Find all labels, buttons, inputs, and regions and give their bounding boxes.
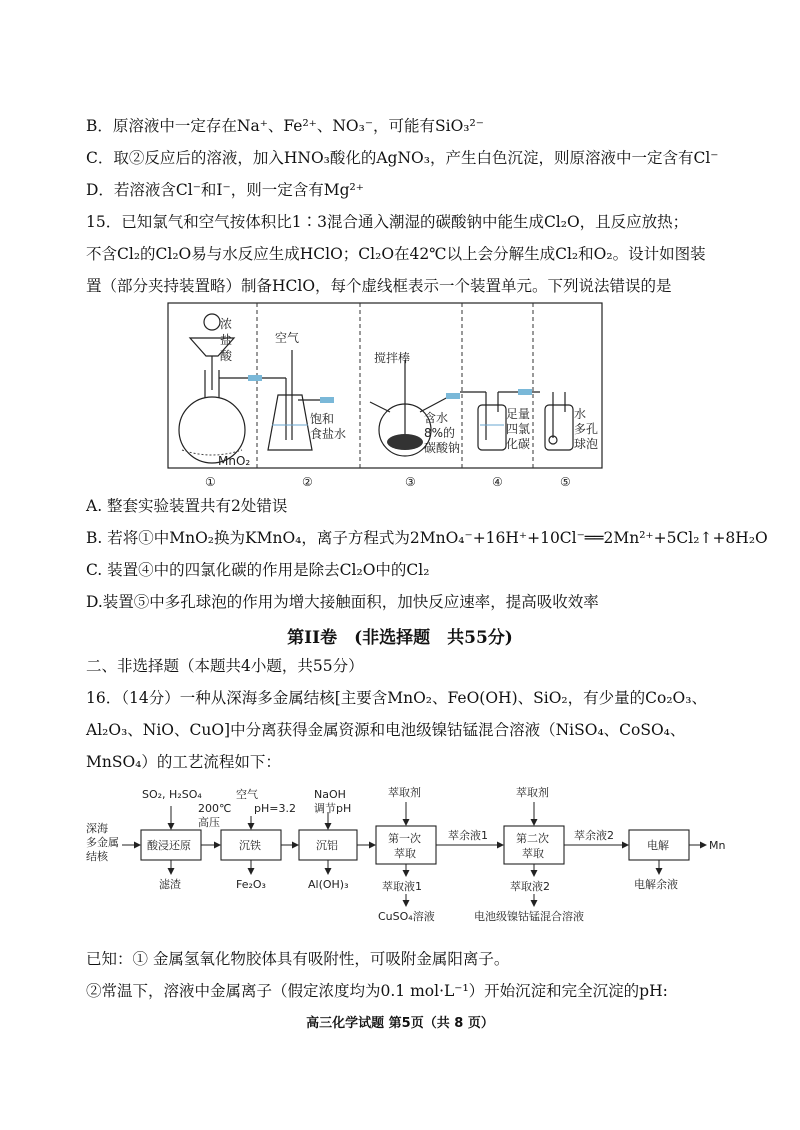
q15-stem-line1: 15．已知氯气和空气按体积比1∶3混合通入潮湿的碳酸钠中能生成Cl₂O，且反应放热； — [86, 213, 689, 231]
q14-option-b: B．原溶液中一定存在Na⁺、Fe²⁺、NO₃⁻，可能有SiO₃²⁻ — [86, 117, 484, 135]
label-porous-2: 球泡 — [574, 437, 599, 451]
output-cuso4: CuSO₄溶液 — [378, 910, 435, 923]
stream-raffinate-1: 萃余液1 — [448, 829, 488, 842]
known-condition-1: 已知：① 金属氢氧化物胶体具有吸附性，可吸附金属阳离子。 — [86, 950, 510, 968]
label-ccl-1: 足量 — [506, 407, 531, 421]
sodium-carbonate-solid — [387, 434, 423, 450]
label-na-2: 8%的 — [424, 426, 456, 440]
q15-option-b: B. 若将①中MnO₂换为KMnO₄，离子方程式为2MnO₄⁻+16H⁺+10Cl⁻══2Mn²⁺+5Cl₂↑+8H₂O — [86, 529, 768, 547]
label-na-3: 碳酸钠 — [424, 441, 461, 455]
rubber-connector — [518, 389, 532, 395]
q14-option-d: D．若溶液含Cl⁻和I⁻，则一定含有Mg²⁺ — [86, 181, 364, 199]
rubber-connector — [320, 397, 334, 403]
output-battery-solution: 电池级镍钴锰混合溶液 — [474, 910, 584, 923]
q16-stem-line3: MnSO₄）的工艺流程如下： — [86, 753, 281, 771]
output-spent-electrolyte: 电解余液 — [634, 878, 678, 891]
q15-option-d: D.装置⑤中多孔球泡的作用为增大接触面积，加快反应速率，提高吸收效率 — [86, 593, 599, 611]
reagent-air: 空气 — [236, 788, 258, 801]
label-ccl-3: 化碳 — [506, 437, 531, 451]
unit-number-5: ⑤ — [560, 475, 571, 489]
box-label-extract-2a: 第二次 — [516, 832, 549, 845]
label-air: 空气 — [275, 331, 300, 345]
label-water: 水 — [574, 407, 587, 421]
label-conc: 浓 — [220, 317, 233, 331]
part-two-heading: 二、非选择题（本题共4小题，共55分） — [86, 657, 364, 675]
rubber-connector — [446, 393, 460, 399]
unit-number-1: ① — [205, 475, 216, 489]
feed-label-2: 多金属 — [86, 836, 119, 849]
unit-number-2: ② — [302, 475, 313, 489]
box-label-iron: 沉铁 — [239, 839, 261, 852]
label-acid: 酸 — [220, 349, 233, 363]
known-condition-2: ②常温下，溶液中金属离子（假定浓度均为0.1 mol·L⁻¹）开始沉淀和完全沉淀的pH: — [86, 982, 668, 1000]
q15-stem-line3: 置（部分夹持装置略）制备HClO，每个虚线框表示一个装置单元。下列说法错误的是 — [86, 277, 672, 295]
output-fe2o3: Fe₂O₃ — [236, 878, 266, 891]
output-extract-1: 萃取液1 — [382, 880, 422, 893]
apparatus-frame — [168, 303, 602, 468]
box-label-electrolysis: 电解 — [647, 839, 669, 852]
reagent-extractant-2: 萃取剂 — [516, 786, 549, 799]
feed-label-1: 深海 — [86, 822, 108, 835]
q16-stem-line2: Al₂O₃、NiO、CuO]中分离获得金属资源和电池级镍钴锰混合溶液（NiSO₄、CoSO₄、 — [86, 721, 686, 739]
output-aloh3: Al(OH)₃ — [308, 878, 349, 891]
product-mn: Mn — [709, 839, 726, 852]
rubber-connector — [248, 375, 262, 381]
unit-5-water-bottle — [545, 392, 573, 450]
box-label-extract-1b: 萃取 — [394, 847, 416, 860]
label-mno2: MnO₂ — [218, 454, 251, 468]
reagent-adjust-ph: 调节pH — [314, 802, 352, 815]
stream-raffinate-2: 萃余液2 — [574, 829, 614, 842]
unit-number-4: ④ — [492, 475, 503, 489]
label-hcl: 盐 — [220, 333, 233, 347]
label-ccl-2: 四氯 — [506, 422, 531, 436]
process-flow-diagram — [86, 780, 726, 940]
output-residue: 滤渣 — [159, 878, 181, 891]
page-footer: 高三化学试题 第5页（共 8 页） — [306, 1016, 494, 1031]
unit-number-3: ③ — [405, 475, 416, 489]
reagent-extractant-1: 萃取剂 — [388, 786, 421, 799]
reagent-temp: 200℃ — [198, 802, 232, 815]
apparatus-diagram — [160, 300, 610, 490]
label-porous-1: 多孔 — [574, 422, 599, 436]
box-label-al: 沉铝 — [316, 839, 338, 852]
reagent-naoh: NaOH — [314, 788, 346, 801]
label-stirrer: 搅拌棒 — [374, 351, 411, 365]
q15-stem-line2: 不含Cl₂的Cl₂O易与水反应生成HClO；Cl₂O在42℃以上会分解生成Cl₂和O₂。设计如图装 — [86, 245, 706, 263]
q14-option-c: C．取②反应后的溶液，加入HNO₃酸化的AgNO₃，产生白色沉淀，则原溶液中一定含有Cl⁻ — [86, 149, 719, 167]
label-na-1: 含水 — [424, 411, 449, 425]
q15-option-c: C. 装置④中的四氯化碳的作用是除去Cl₂O中的Cl₂ — [86, 561, 430, 579]
reagent-ph: pH=3.2 — [254, 802, 296, 815]
label-brine-2: 食盐水 — [310, 427, 347, 441]
box-label-extract-2b: 萃取 — [522, 847, 544, 860]
unit-1-chlorine-generator — [179, 314, 250, 463]
box-label-extract-1a: 第一次 — [388, 832, 421, 845]
section-ii-title: 第II卷 (非选择题 共55分) — [287, 628, 513, 648]
q16-stem-line1: 16．（14分）一种从深海多金属结核[主要含MnO₂、FeO(OH)、SiO₂，有少量的Co₂O₃、 — [86, 689, 707, 707]
label-brine-1: 饱和 — [310, 412, 335, 426]
reagent-pressure: 高压 — [198, 816, 220, 829]
feed-label-3: 结核 — [86, 850, 108, 863]
box-label-acid-leach: 酸浸还原 — [147, 839, 191, 852]
q15-option-a: A. 整套实验装置共有2处错误 — [86, 497, 288, 515]
output-extract-2: 萃取液2 — [510, 880, 550, 893]
reagent-so2-h2so4: SO₂, H₂SO₄ — [142, 788, 202, 801]
